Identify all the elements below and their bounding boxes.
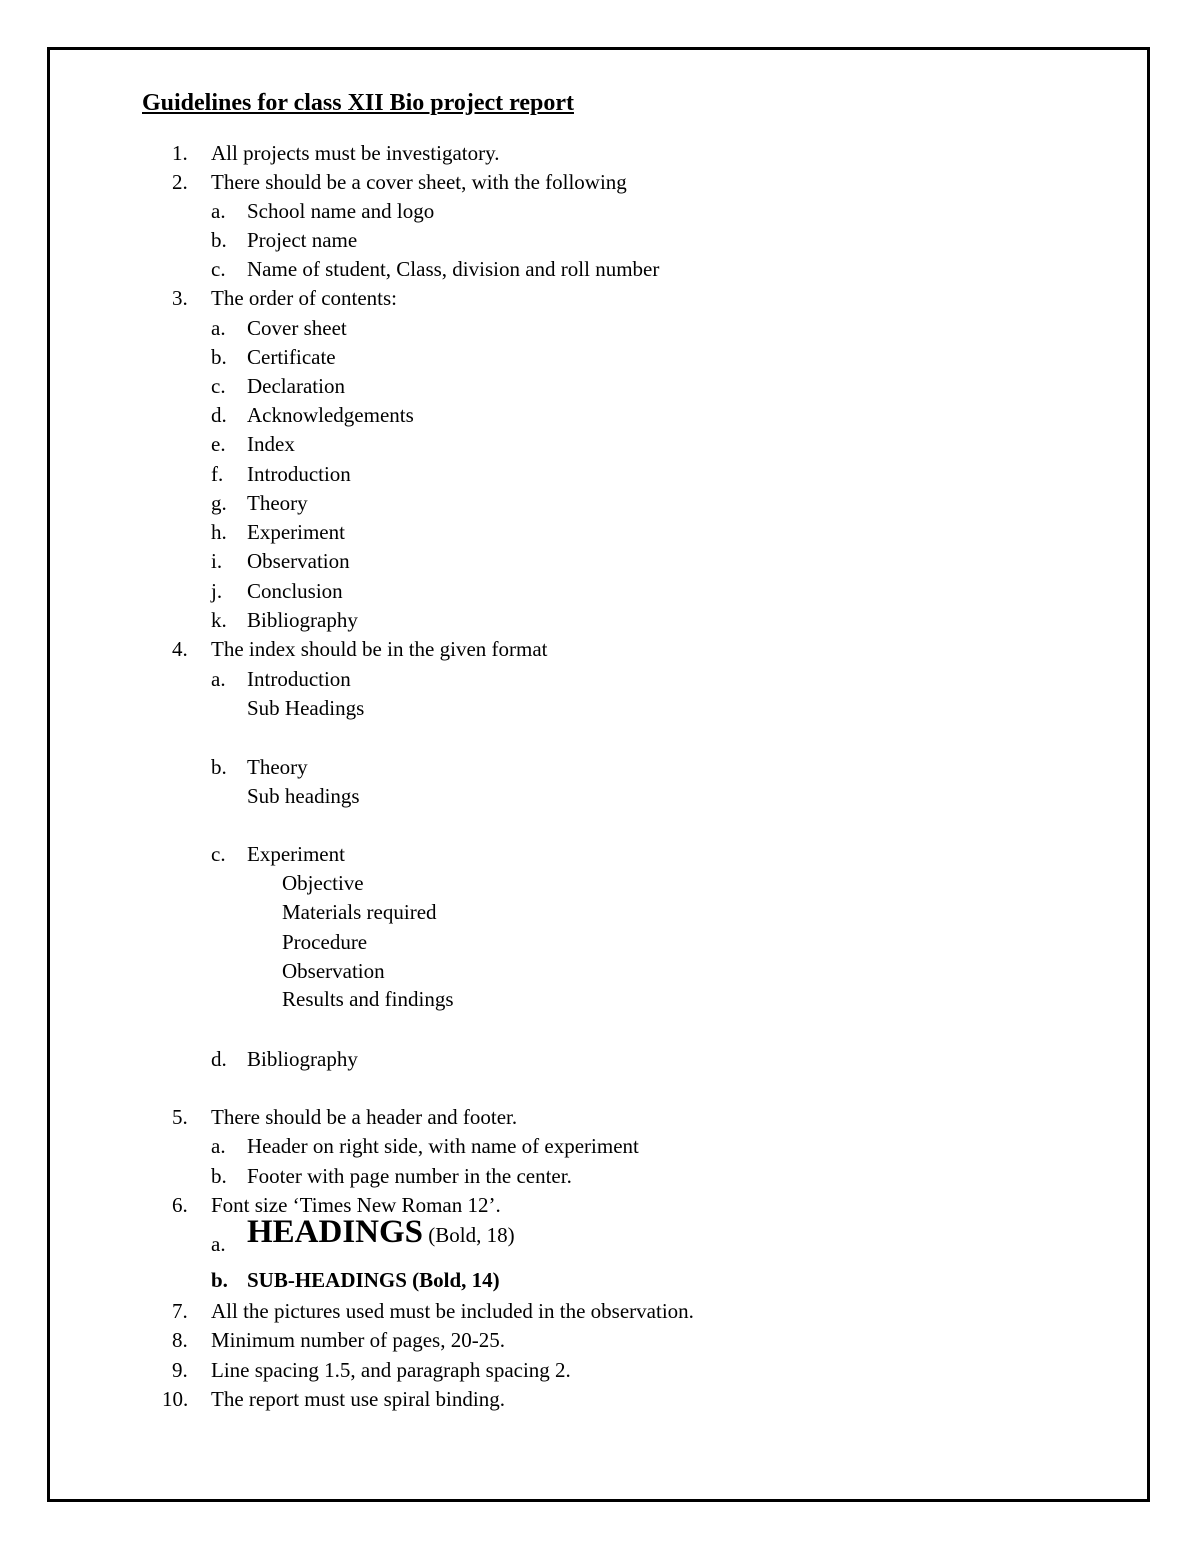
sub-item-letter: a. (211, 199, 226, 223)
sub-item-text: Experiment (247, 520, 345, 544)
sub-item-letter: b. (211, 1164, 227, 1188)
sub-detail-text: Sub headings (247, 784, 360, 808)
sub-detail-text: Observation (282, 959, 385, 983)
sub-item-text: Observation (247, 549, 350, 573)
sub-item-letter: k. (211, 608, 227, 632)
sub-item-letter: a. (211, 667, 226, 691)
item-text: All projects must be investigatory. (211, 141, 500, 165)
item-text: Line spacing 1.5, and paragraph spacing 2. (211, 1358, 571, 1382)
sub-item-letter: b. (211, 755, 227, 779)
sub-item-text: Cover sheet (247, 316, 347, 340)
sub-item-letter: c. (211, 842, 226, 866)
item-number: 9. (172, 1358, 188, 1382)
subheadings-sample: SUB-HEADINGS (Bold, 14) (247, 1268, 500, 1292)
sub-item-letter: i. (211, 549, 223, 573)
sub-detail-text: Materials required (282, 900, 437, 924)
sub-item-text: Acknowledgements (247, 403, 414, 427)
sub-item-letter: a. (211, 316, 226, 340)
sub-item-letter: e. (211, 432, 226, 456)
item-number: 3. (172, 286, 188, 310)
sub-item-text: Declaration (247, 374, 345, 398)
sub-detail-text: Procedure (282, 930, 368, 954)
sub-item-letter: b. (211, 1268, 228, 1292)
sub-item-text: School name and logo (247, 199, 435, 223)
sub-item-letter: g. (211, 491, 227, 515)
sub-item-letter: d. (211, 403, 227, 427)
item-number: 6. (172, 1193, 188, 1217)
sub-detail-text: Objective (282, 871, 364, 895)
sub-detail-text: Sub Headings (247, 696, 365, 720)
sub-item-text: Introduction (247, 462, 351, 486)
item-text: The report must use spiral binding. (211, 1387, 505, 1411)
sub-item-text: Bibliography (247, 608, 358, 632)
item-text: Minimum number of pages, 20-25. (211, 1328, 505, 1352)
headings-sample: HEADINGS (247, 1214, 424, 1250)
sub-item-letter: h. (211, 520, 227, 544)
sub-item-text: Header on right side, with name of experiment (247, 1134, 639, 1158)
headings-note: (Bold, 18) (428, 1223, 515, 1247)
sub-item-text: Index (247, 432, 295, 456)
item-number: 1. (172, 141, 188, 165)
sub-item-letter: a. (211, 1232, 226, 1256)
sub-item-letter: b. (211, 228, 227, 252)
item-number: 7. (172, 1299, 188, 1323)
item-text: Font size ‘Times New Roman 12’. (211, 1193, 501, 1217)
sub-item-letter: c. (211, 257, 226, 281)
sub-item-text: Project name (247, 228, 358, 252)
sub-item-letter: b. (211, 345, 227, 369)
document-title: Guidelines for class XII Bio project report (142, 90, 574, 116)
sub-item-letter: f. (211, 462, 224, 486)
item-number: 5. (172, 1105, 188, 1129)
item-text: The index should be in the given format (211, 637, 548, 661)
item-number: 8. (172, 1328, 188, 1352)
item-number: 10. (162, 1387, 189, 1411)
sub-item-letter: a. (211, 1134, 226, 1158)
sub-item-text: Theory (247, 755, 308, 779)
item-number: 2. (172, 170, 188, 194)
item-text: All the pictures used must be included in the observation. (211, 1299, 694, 1323)
sub-detail-text: Results and findings (282, 987, 454, 1011)
sub-item-text: Introduction (247, 667, 351, 691)
sub-item-text: Footer with page number in the center. (247, 1164, 572, 1188)
sub-item-letter: j. (211, 579, 223, 603)
sub-item-text: Conclusion (247, 579, 343, 603)
sub-item-letter: d. (211, 1047, 227, 1071)
item-number: 4. (172, 637, 188, 661)
sub-item-text: Experiment (247, 842, 345, 866)
item-text: The order of contents: (211, 286, 398, 310)
sub-item-letter: c. (211, 374, 226, 398)
item-text: There should be a header and footer. (211, 1105, 518, 1129)
sub-item-text: Name of student, Class, division and roll number (247, 257, 660, 281)
item-text: There should be a cover sheet, with the following (211, 170, 627, 194)
sub-item-text: Certificate (247, 345, 336, 369)
sub-item-text: Theory (247, 491, 308, 515)
sub-item-text: Bibliography (247, 1047, 358, 1071)
